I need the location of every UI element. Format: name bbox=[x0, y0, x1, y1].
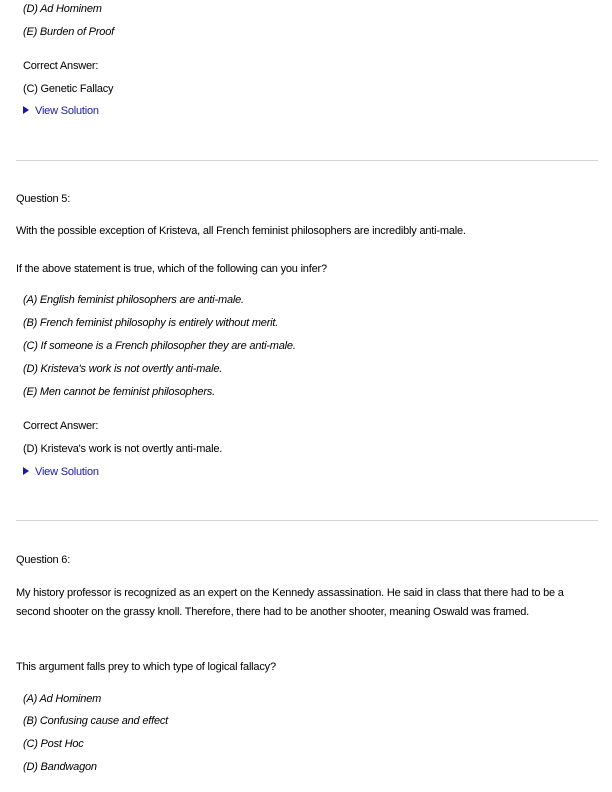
answer-option: (D) Ad Hominem bbox=[23, 3, 102, 15]
answer-option: (E) Men cannot be feminist philosophers. bbox=[23, 386, 215, 398]
answer-option: (A) English feminist philosophers are anti-male. bbox=[23, 294, 244, 306]
correct-answer-label: Correct Answer: bbox=[23, 420, 99, 432]
divider bbox=[16, 520, 598, 521]
triangle-right-icon bbox=[23, 106, 29, 114]
question-prompt: This argument falls prey to which type of logical fallacy? bbox=[16, 661, 276, 673]
answer-option: (B) Confusing cause and effect bbox=[23, 715, 169, 727]
answer-option: (E) Burden of Proof bbox=[23, 26, 114, 38]
question-prompt: If the above statement is true, which of the following can you infer? bbox=[16, 263, 327, 275]
correct-answer-label: Correct Answer: bbox=[23, 60, 99, 72]
answer-option: (C) If someone is a French philosopher they are anti-male. bbox=[23, 340, 296, 352]
answer-option: (D) Kristeva's work is not overtly anti-male. bbox=[23, 363, 223, 375]
view-solution-link[interactable] bbox=[23, 466, 99, 478]
answer-option: (B) French feminist philosophy is entirely without merit. bbox=[23, 317, 279, 329]
question-statement: With the possible exception of Kristeva, all French feminist philosophers are incredibly anti-male. bbox=[16, 225, 466, 237]
divider bbox=[16, 160, 598, 161]
view-solution-label: View Solution bbox=[35, 105, 99, 117]
answer-option: (D) Bandwagon bbox=[23, 761, 97, 773]
question-title: Question 5: bbox=[16, 193, 71, 205]
question-statement: My history professor is recognized as an expert on the Kennedy assassination. He said in class that there had to be a second shooter on the grassy knoll. Therefore, there had to be another shooter, meaning Oswald was framed. bbox=[16, 587, 564, 618]
answer-option: (C) Post Hoc bbox=[23, 738, 84, 750]
correct-answer-value: (D) Kristeva's work is not overtly anti-male. bbox=[23, 443, 223, 455]
view-solution-label: View Solution bbox=[35, 466, 99, 478]
view-solution-link[interactable] bbox=[23, 105, 99, 117]
triangle-right-icon bbox=[23, 467, 29, 475]
question-title: Question 6: bbox=[16, 554, 71, 566]
answer-option: (A) Ad Hominem bbox=[23, 693, 102, 705]
correct-answer-value: (C) Genetic Fallacy bbox=[23, 83, 114, 95]
